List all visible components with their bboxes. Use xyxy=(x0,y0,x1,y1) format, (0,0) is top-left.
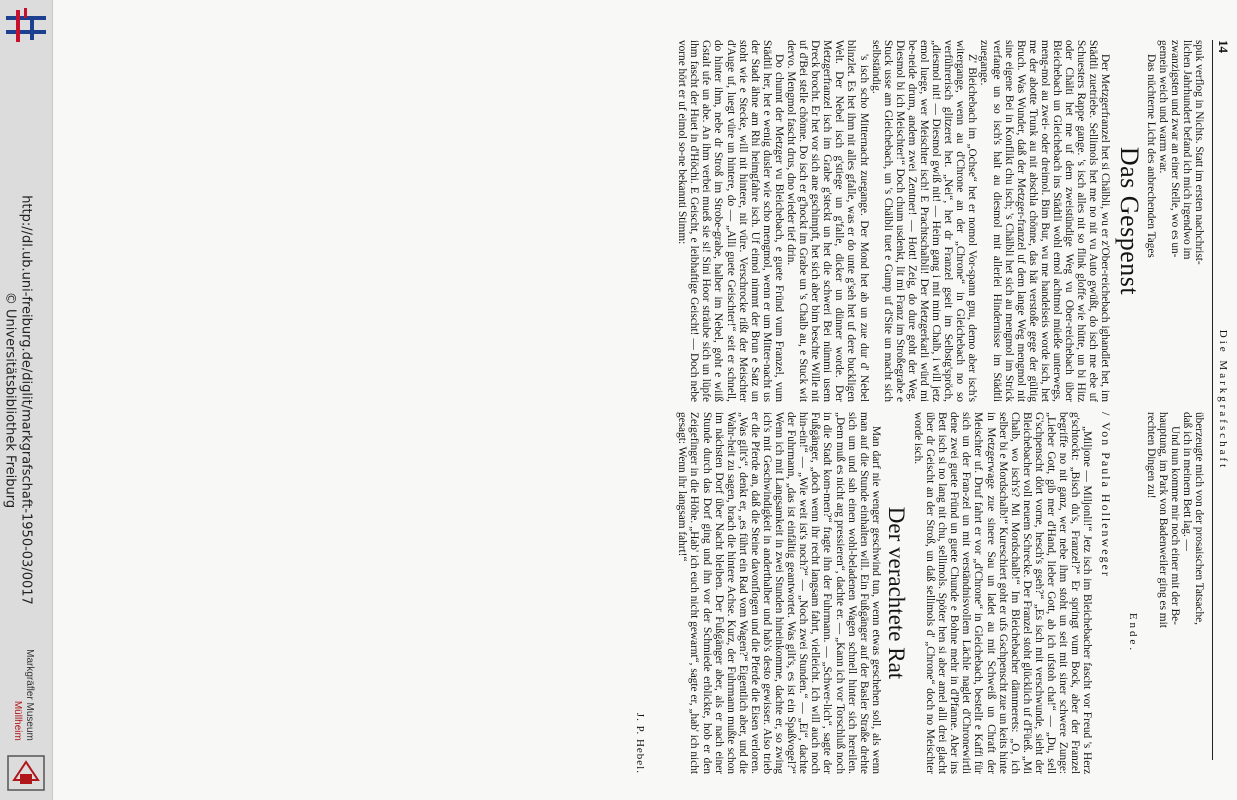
document-url[interactable]: http://dl.ub.uni-freiburg.de/diglit/markgrafschaft-1950-03/0017 xyxy=(18,195,34,605)
story1-paragraph: „Miljone — Miljonli!“ Jetz isch im Bleichebacher fascht vor Freud 's Herz g'schtockt: „Bisch du's, Franzel?“ Er springt vum Bock, aber der Franzel begriffe no nit ganz, wer nebe ihm stoht un seit mit siner schwere Zunge: „Lieber Gott, gib mer d'Hand, lieber Gott, ab ich ufstoh cha!“ — „Du, sell G'schpenscht dört vorne, hesch's gseh?“ „Es isch mit verschwunde, sieht der Bleichebacher voll neuem Schrecke. Der Franzel stoht glücklich uf d'Füeß. „Mi Chalb, wo isch's? Mi Mordschalb!“ Im Bleichebacher dämmerets: „O, ich selber bi e Mordschalb!“ Kureschiert goht er ufs Gschpenscht zue un keits hinte in Metzgerwage zue sinere Sau un ladet au mit Schweiß un Chraft der Meischter uf. Druf fahrt er vor „d'Chrone“ in Gleichebach, bestellt e Kaffi für sich un der Fran-zel un mit verständnisvollem Lächle naglet d'Chronewirtli dene zwei guete Fründ un guete Chunde e Bohne mehr in d'Pfanne. Aber ins Bett isch si no lang nit chu, sellimols. Spöter hen si aber amel alli drei glacht über dr Geischt an der Stroß, un daß sellimols d' „Chrone“ doch no Meischter worde isch. xyxy=(912,412,1094,774)
story2-paragraph: Man darf nie wenger geschwind tun, wenn etwas geschehen soll, als wenn man auf die Stunde einhalten will. Ein Fußgänger auf der Basler Straße drehte sich um und sah einen wohl-beladenen Wagen schnell hinter sich hereilen. „Dem muß es nicht arg pressieren“, dachte er. — „Kann ich vor Torschluß noch in die Stadt kom-men?“ fragte ihn der Fuhrmann. — „Schwer-lich“, sagte der Fußgänger, „doch wenn ihr recht langsam fahrt, vielleicht. Ich will auch noch hin-ein!“ — „Wie weit ist's noch?“ — „Noch zwei Stunden.“ — „Ei“, dachte der Fuhrmann, „das ist einfältig geantwortet. Was gilt's, es ist ein Spaßvogel?“ Wenn ich mit Langsamkeit in zwei Stunden hineinkomme, dachte er, so zwing ich's mit Geschwindigkeit in anderthalber und hab's desto gewisser. Also trieb er die Pferde an, daß die Steine davonflogen und die Pferde die Eisen verloren. „Was gilt's“, denkt er, „es führt ein Rad vom Wagen?“ Eigentlich aber, und die Wahr-heit zu sagen, brach die hintere Achse. Kurz, der Fuhrmann mußte schon im nächsten Dorf über Nacht bleiben. Der Fußgänger aber, als er nach einer Stunde durch das Dorf ging und ihn vor der Schmiede erblickte, hob er den Zeigefinger in die Höhe. „Hab' ich euch nicht gewarnt“, sagte er, „hab' ich nicht gesagt: Wenn ihr langsam fahrt!“ xyxy=(676,412,882,774)
story1-byline: / Von Paula Hollenweger xyxy=(1099,412,1114,578)
story1-title: Das Gespenst xyxy=(1114,146,1144,296)
running-title: Die Markgrafschaft xyxy=(1217,329,1229,471)
story2-author: J. P. Hebel. xyxy=(634,712,647,774)
top-line: spuk verflog in Nichts. Statt im ersten nachchrist- xyxy=(1193,40,1205,265)
museum-credit xyxy=(11,649,35,741)
story2-title: Der verachtete Rat xyxy=(883,506,909,680)
museum-logo-icon xyxy=(2,750,50,796)
right-column xyxy=(634,412,1205,774)
story1-byline-wrap xyxy=(1099,412,1112,774)
left-column xyxy=(676,40,1205,402)
top-line: gemein weich und warm war. xyxy=(1156,40,1169,174)
top-line: Das nüchterne Licht des anbrechenden Tages xyxy=(1144,54,1157,258)
top-line: hauptung, im Park von Badenweiler ging es mit xyxy=(1156,412,1169,628)
top-line: Und nun komme mir noch einer mit der Be- xyxy=(1168,426,1181,625)
ende-mark: Ende. xyxy=(1126,612,1139,654)
top-line: daß ich in meinem Bett lag. — xyxy=(1180,412,1193,551)
museum-name: Markgräfler Museum xyxy=(24,649,35,741)
story1-paragraph: Z' Bleichebach im „Ochse“ het er nomol Vor-spann gnu, demo aber isch's witergange, wenn au d'Chrone an der „Chrone“ in Gleichebach no so verführerisch glitzeret het. „Nei“, het dr Franzel gseit im Selbstg'spröch, „diesmol nit! — Diesmol gwiß nit! — Heim gang i mit mim Chalb, i will jetz emol luege, wer Meischter isch! E Prachtschalbli! Der Metzgerkarli würd mi be-neide drum, andem zwei Zentner! — Hott! Zeig, do dure goht der Weg. Diesmol bi ich Meischter!“ Doch chum usdenkt, lit mi Franz im Stroßegrabe e Stuck usse am Gleichebach, un 's Chälbli tuet e Gump uf d'Site un macht sich selbständig. xyxy=(869,40,979,402)
top-line: überzeugte mich von der prosaischen Tatsache, xyxy=(1193,412,1205,625)
story1-paragraph: 's isch scho Mitternacht zuegange. Der Mond het ab un zue dur d' Nebel blinzlet. Es het ihm nit alles gfalle, was er do unte g'seh het uf dere buckligen Welt. Der Nebel isch g'stiege un g'falle, dicker un dünner worde. Der Metzgerfranzel isch im Grabe g'steckt un het die schweri Bei nümmi usem Dreck brocht. Er het vor sich ane gschimpft, het sich aber bim beschte Wille nit uf d'Bei stelle chönne. Do isch er g'hockt im Grabe un 's Chalb au, e Stuck wit dervo. Mengmol fascht drus, dno wieder tief drin. xyxy=(785,40,870,402)
story1-heading xyxy=(1114,40,1144,402)
header-rule xyxy=(1212,40,1213,760)
top-line: rechten Dingen zu! xyxy=(1144,412,1157,499)
story1-paragraph: Der Metzgerfranzel het si Chälbli, wu er z'Ober-reichebach ighandlet het, im Städtli zuetriebe. Sellimols het me no nit vu Auto gwüßt, do isch me ebe uf Schuesters Rappe gange. 's isch alles nit so flink gloffe wie hütte, un bi Hitz oder Chälti het me uf dem zweistündige Weg vu Ober-reichebach über Bleichebach un Gleichebach ins Städtli wohl emol achtmol müeße unterwegs, meng-mol au zwei- oder dreimol. Bim Bur, wu me handelseis worde isch, het me der abotte Trunk au nit abschla chönne, das hät verstoße gege der gültig Bruch. Was Wunder, daß der Metzger-franzel uf dem lange Weg mengmol nit sine eigene Bei in Konflikt chu isch; 's Chälbli het sich au mengmol im Strick verfange un so isch's halt au diesmol mit allerlei Hindernisse im Städtli zuegange. xyxy=(978,40,1112,402)
top-line: lichen Jahrhundert befand ich mich irgendwo im xyxy=(1180,40,1193,260)
left-sidebar xyxy=(0,0,53,800)
ub-logo-icon[interactable] xyxy=(4,6,48,46)
story1-paragraph: Do chunnt der Metzger vu Bleichebach, e guete Fründ vum Franzel, vum Städtli her, het e wenig dusler wie scho mengmol, wenn er um Mitter-nacht us der Stadt ähne am Rhi heimgfahre isch. Uf eimol nimmt der Brun e Satz un stoht wie e Stecke, will nit hintere, nit vüre. Verschrocke rißt der Meischter d'Auge uf, luegt vüre un hintere, do — „Alli guete Geischter!“ seit er schnell, do hinter ihm, nebe dr Stroß im Strobe-grabe, halber im Nebel, goht e wiiß Gstalt ufe un abe. An ihm verbei mueß sie si! Sini Hoor sträube sich un lüpfe ihm fascht der Huet in d'Höchi. E Geischt, e leibhaftige Geischt! — Doch nebe vorne hört er uf eimol so-ne bekannti Stimm: xyxy=(676,40,785,402)
copyright-notice: © Universitätsbibliothek Freiburg xyxy=(2,291,18,509)
newspaper-page xyxy=(100,0,1237,800)
top-line: zwanzigsten und zwar an einer Stelle, wo es un- xyxy=(1168,40,1181,258)
page-number: 14 xyxy=(1216,40,1231,53)
museum-city: Müllheim xyxy=(12,700,23,741)
